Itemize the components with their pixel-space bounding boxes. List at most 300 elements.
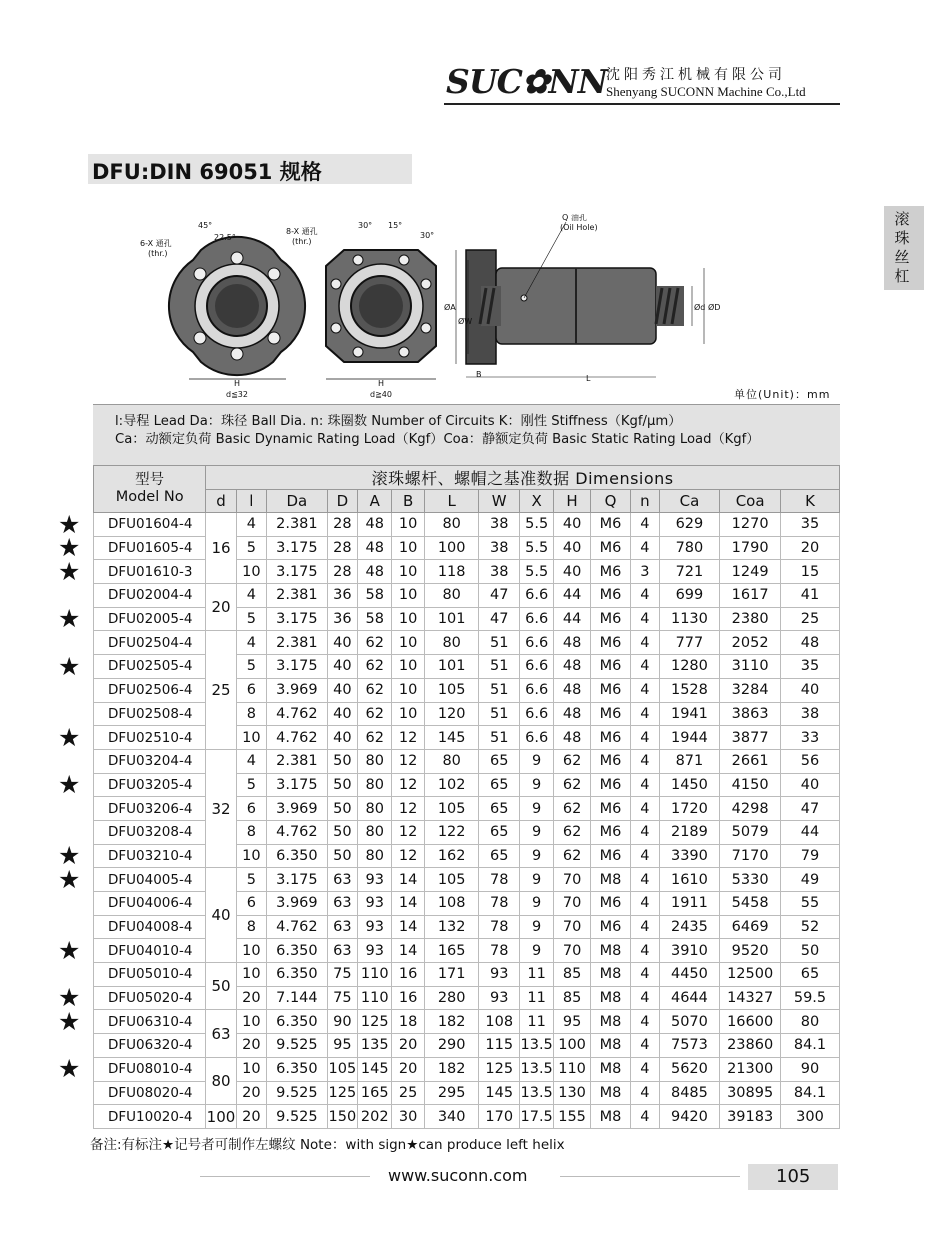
cell-d: 40 <box>327 702 357 726</box>
cell-d: 90 <box>327 1010 357 1034</box>
cell-l: 165 <box>424 939 479 963</box>
cell-da: 3.175 <box>267 607 328 631</box>
col-header-w: W <box>479 490 519 513</box>
cell-da: 9.525 <box>267 1034 328 1058</box>
cell-h: 155 <box>554 1105 590 1129</box>
cell-h: 62 <box>554 797 590 821</box>
cell-h: 70 <box>554 868 590 892</box>
cell-l: 118 <box>424 560 479 584</box>
model-cell: DFU04006-4 <box>94 892 206 916</box>
cell-h: 48 <box>554 702 590 726</box>
cell-l: 162 <box>424 844 479 868</box>
cell-coa: 7170 <box>720 844 781 868</box>
table-row <box>94 820 840 844</box>
cell-a: 125 <box>358 1010 392 1034</box>
cell-coa: 1617 <box>720 584 781 608</box>
label-thr: (thr.) <box>148 249 168 258</box>
model-cell: DFU06320-4 <box>94 1034 206 1058</box>
cell-l: 100 <box>424 536 479 560</box>
table-row <box>94 1057 840 1081</box>
col-header-a: A <box>358 490 392 513</box>
cell-ca: 3910 <box>659 939 720 963</box>
cell-w: 115 <box>479 1034 519 1058</box>
model-cell: DFU01610-3 <box>94 560 206 584</box>
cell-a: 62 <box>358 655 392 679</box>
col-header-d: d <box>206 490 236 513</box>
cell-l: 182 <box>424 1057 479 1081</box>
cell-q: M6 <box>590 915 630 939</box>
cell-n: 4 <box>631 513 659 537</box>
cell-n: 4 <box>631 655 659 679</box>
table-row <box>94 868 840 892</box>
cell-a: 93 <box>358 868 392 892</box>
cell-q: M6 <box>590 631 630 655</box>
cell-da: 2.381 <box>267 631 328 655</box>
cell-ca: 1610 <box>659 868 720 892</box>
table-row <box>94 892 840 916</box>
ball-nut-side-view <box>444 214 720 383</box>
cell-h: 48 <box>554 655 590 679</box>
cell-ca: 5620 <box>659 1057 720 1081</box>
cell-n: 4 <box>631 1105 659 1129</box>
cell-x: 9 <box>519 773 553 797</box>
cell-coa: 2052 <box>720 631 781 655</box>
cell-da: 3.175 <box>267 655 328 679</box>
table-row <box>94 560 840 584</box>
cell-l: 182 <box>424 1010 479 1034</box>
cell-q: M8 <box>590 986 630 1010</box>
table-row <box>94 773 840 797</box>
left-helix-star-icon: ★ <box>58 651 81 681</box>
cell-x: 13.5 <box>519 1034 553 1058</box>
cell-w: 38 <box>479 513 519 537</box>
cell-d: 28 <box>327 536 357 560</box>
cell-ca: 629 <box>659 513 720 537</box>
model-cell: DFU02505-4 <box>94 655 206 679</box>
label-l: L <box>586 374 591 383</box>
cell-l: 101 <box>424 607 479 631</box>
cell-b: 12 <box>392 749 424 773</box>
cell-ca: 4450 <box>659 963 720 987</box>
cell-l: 102 <box>424 773 479 797</box>
label-thr: (thr.) <box>292 237 312 246</box>
cell-n: 4 <box>631 1057 659 1081</box>
cell-q: M6 <box>590 655 630 679</box>
cell-n: 4 <box>631 820 659 844</box>
cell-x: 6.6 <box>519 655 553 679</box>
label-b: B <box>476 370 482 379</box>
cell-b: 14 <box>392 892 424 916</box>
label-angle-15: 15° <box>388 221 403 230</box>
col-header-k: K <box>780 490 839 513</box>
cell-x: 6.6 <box>519 607 553 631</box>
cell-k: 84.1 <box>780 1034 839 1058</box>
cell-d: 28 <box>327 560 357 584</box>
cell-l: 295 <box>424 1081 479 1105</box>
cell-da: 6.350 <box>267 963 328 987</box>
cell-a: 165 <box>358 1081 392 1105</box>
cell-l: 132 <box>424 915 479 939</box>
cell-da: 9.525 <box>267 1105 328 1129</box>
cell-q: M8 <box>590 1010 630 1034</box>
flange-view-8-hole <box>286 221 436 399</box>
label-h: H <box>234 379 241 388</box>
table-row <box>94 631 840 655</box>
cell-w: 125 <box>479 1057 519 1081</box>
cell-w: 78 <box>479 868 519 892</box>
cell-x: 9 <box>519 939 553 963</box>
cell-x: 11 <box>519 986 553 1010</box>
cell-d: 50 <box>327 820 357 844</box>
cell-n: 4 <box>631 915 659 939</box>
model-cell: DFU05020-4 <box>94 986 206 1010</box>
label-D: ØD <box>708 303 721 312</box>
cell-w: 78 <box>479 939 519 963</box>
cell-k: 90 <box>780 1057 839 1081</box>
cell-n: 4 <box>631 1034 659 1058</box>
cell-da: 3.175 <box>267 560 328 584</box>
left-helix-star-icon: ★ <box>58 533 81 563</box>
cell-w: 78 <box>479 892 519 916</box>
cell-da: 6.350 <box>267 939 328 963</box>
table-row <box>94 1034 840 1058</box>
cell-n: 4 <box>631 678 659 702</box>
cell-ca: 1528 <box>659 678 720 702</box>
model-cell: DFU03208-4 <box>94 820 206 844</box>
cell-ca: 2189 <box>659 820 720 844</box>
table-row <box>94 749 840 773</box>
cell-coa: 4150 <box>720 773 781 797</box>
cell-ca: 1130 <box>659 607 720 631</box>
cell-coa: 16600 <box>720 1010 781 1034</box>
cell-k: 79 <box>780 844 839 868</box>
cell-l: 5 <box>236 655 266 679</box>
cell-k: 48 <box>780 631 839 655</box>
cell-a: 80 <box>358 820 392 844</box>
page-title: DFU:DIN 69051 规格 <box>92 160 322 184</box>
cell-n: 4 <box>631 607 659 631</box>
cell-h: 70 <box>554 915 590 939</box>
cell-n: 4 <box>631 986 659 1010</box>
table-row <box>94 536 840 560</box>
cell-w: 51 <box>479 678 519 702</box>
cell-h: 95 <box>554 1010 590 1034</box>
cell-w: 51 <box>479 655 519 679</box>
label-a: ØA <box>444 303 456 312</box>
cell-x: 11 <box>519 963 553 987</box>
cell-w: 65 <box>479 820 519 844</box>
cell-l: 20 <box>236 986 266 1010</box>
dimensions-header: 滚珠螺杆、螺帽之基准数据 Dimensions <box>206 466 840 490</box>
cell-d: 105 <box>327 1057 357 1081</box>
cell-k: 35 <box>780 655 839 679</box>
cell-k: 15 <box>780 560 839 584</box>
cell-a: 135 <box>358 1034 392 1058</box>
cell-w: 51 <box>479 702 519 726</box>
cell-a: 110 <box>358 963 392 987</box>
cell-coa: 14327 <box>720 986 781 1010</box>
cell-d: 75 <box>327 986 357 1010</box>
cell-x: 5.5 <box>519 560 553 584</box>
cell-a: 48 <box>358 536 392 560</box>
cell-d: 36 <box>327 607 357 631</box>
cell-q: M6 <box>590 726 630 750</box>
cell-b: 10 <box>392 513 424 537</box>
cell-b: 14 <box>392 939 424 963</box>
cell-ca: 1941 <box>659 702 720 726</box>
cell-h: 70 <box>554 939 590 963</box>
flange-view-6-hole <box>140 221 305 399</box>
cell-a: 62 <box>358 678 392 702</box>
shaft-diameter-cell: 16 <box>206 513 236 584</box>
cell-da: 4.762 <box>267 726 328 750</box>
model-cell: DFU03205-4 <box>94 773 206 797</box>
shaft-diameter-cell: 40 <box>206 868 236 963</box>
label-angle-45: 45° <box>198 221 213 230</box>
cell-d: 50 <box>327 749 357 773</box>
header-rule <box>444 103 840 105</box>
table-row <box>94 655 840 679</box>
cell-d: 63 <box>327 892 357 916</box>
cell-q: M8 <box>590 868 630 892</box>
label-angle-30b: 30° <box>420 231 435 240</box>
cell-b: 10 <box>392 560 424 584</box>
cell-w: 145 <box>479 1081 519 1105</box>
legend-line-2: Ca：动额定负荷 Basic Dynamic Rating Load（Kgf）Coa：静额定负荷 Basic Static Rating Load（Kgf） <box>115 432 760 447</box>
col-header-q: Q <box>590 490 630 513</box>
cell-x: 9 <box>519 844 553 868</box>
cell-h: 85 <box>554 986 590 1010</box>
cell-l: 145 <box>424 726 479 750</box>
cell-n: 4 <box>631 797 659 821</box>
cell-w: 78 <box>479 915 519 939</box>
cell-n: 4 <box>631 536 659 560</box>
cell-k: 40 <box>780 678 839 702</box>
cell-l: 80 <box>424 513 479 537</box>
cell-q: M6 <box>590 844 630 868</box>
cell-w: 38 <box>479 536 519 560</box>
cell-k: 41 <box>780 584 839 608</box>
cell-b: 16 <box>392 986 424 1010</box>
cell-l: 280 <box>424 986 479 1010</box>
cell-h: 62 <box>554 820 590 844</box>
cell-k: 25 <box>780 607 839 631</box>
cell-w: 170 <box>479 1105 519 1129</box>
company-name-cn: 沈阳秀江机械有限公司 <box>606 67 786 83</box>
cell-q: M8 <box>590 939 630 963</box>
cell-w: 65 <box>479 773 519 797</box>
cell-x: 13.5 <box>519 1081 553 1105</box>
website-link[interactable]: www.suconn.com <box>388 1166 528 1185</box>
cell-x: 6.6 <box>519 726 553 750</box>
cell-da: 6.350 <box>267 1057 328 1081</box>
cell-x: 6.6 <box>519 584 553 608</box>
cell-ca: 699 <box>659 584 720 608</box>
cell-b: 12 <box>392 797 424 821</box>
cell-b: 14 <box>392 915 424 939</box>
cell-coa: 3110 <box>720 655 781 679</box>
cell-coa: 9520 <box>720 939 781 963</box>
cell-w: 51 <box>479 726 519 750</box>
cell-coa: 30895 <box>720 1081 781 1105</box>
table-row <box>94 797 840 821</box>
cell-d: 40 <box>327 678 357 702</box>
cell-d: 75 <box>327 963 357 987</box>
model-cell: DFU02506-4 <box>94 678 206 702</box>
model-header-cn: 型号 <box>135 472 165 488</box>
cell-n: 4 <box>631 773 659 797</box>
model-cell: DFU03204-4 <box>94 749 206 773</box>
cell-l: 122 <box>424 820 479 844</box>
cell-n: 4 <box>631 726 659 750</box>
cell-k: 52 <box>780 915 839 939</box>
cell-q: M6 <box>590 560 630 584</box>
cell-k: 84.1 <box>780 1081 839 1105</box>
model-cell: DFU04008-4 <box>94 915 206 939</box>
cell-a: 80 <box>358 773 392 797</box>
cell-n: 4 <box>631 584 659 608</box>
cell-da: 2.381 <box>267 584 328 608</box>
cell-l: 171 <box>424 963 479 987</box>
cell-coa: 2661 <box>720 749 781 773</box>
company-name-en: Shenyang SUCONN Machine Co.,Ltd <box>606 84 806 99</box>
cell-b: 10 <box>392 536 424 560</box>
cell-h: 40 <box>554 536 590 560</box>
cell-k: 80 <box>780 1010 839 1034</box>
left-helix-star-icon: ★ <box>58 556 81 586</box>
shaft-diameter-cell: 32 <box>206 749 236 867</box>
model-cell: DFU04010-4 <box>94 939 206 963</box>
left-helix-star-icon: ★ <box>58 935 81 965</box>
cell-h: 62 <box>554 844 590 868</box>
shaft-diameter-cell: 63 <box>206 1010 236 1057</box>
side-tab-label: 滚珠丝杠 <box>894 210 910 285</box>
cell-da: 3.969 <box>267 678 328 702</box>
cell-w: 47 <box>479 607 519 631</box>
cell-coa: 3877 <box>720 726 781 750</box>
cell-l: 10 <box>236 963 266 987</box>
spec-table <box>93 465 840 1129</box>
cell-d: 50 <box>327 797 357 821</box>
cell-l: 105 <box>424 868 479 892</box>
cell-a: 145 <box>358 1057 392 1081</box>
cell-l: 80 <box>424 584 479 608</box>
cell-l: 105 <box>424 678 479 702</box>
cell-ca: 3390 <box>659 844 720 868</box>
cell-l: 10 <box>236 726 266 750</box>
cell-k: 56 <box>780 749 839 773</box>
cell-n: 4 <box>631 892 659 916</box>
cell-k: 47 <box>780 797 839 821</box>
left-helix-star-icon: ★ <box>58 509 81 539</box>
cell-l: 5 <box>236 536 266 560</box>
cell-b: 10 <box>392 655 424 679</box>
cell-w: 47 <box>479 584 519 608</box>
left-helix-star-icon: ★ <box>58 604 81 634</box>
model-cell: DFU02504-4 <box>94 631 206 655</box>
cell-q: M6 <box>590 607 630 631</box>
cell-l: 6 <box>236 892 266 916</box>
model-cell: DFU02508-4 <box>94 702 206 726</box>
cell-l: 8 <box>236 702 266 726</box>
cell-q: M6 <box>590 513 630 537</box>
cell-b: 10 <box>392 631 424 655</box>
table-row <box>94 702 840 726</box>
col-header-coa: Coa <box>720 490 781 513</box>
cell-a: 110 <box>358 986 392 1010</box>
shaft-diameter-cell: 25 <box>206 631 236 749</box>
cell-da: 2.381 <box>267 513 328 537</box>
table-legend <box>93 404 840 465</box>
cell-b: 10 <box>392 678 424 702</box>
cell-l: 108 <box>424 892 479 916</box>
cell-x: 5.5 <box>519 513 553 537</box>
cell-a: 202 <box>358 1105 392 1129</box>
table-row <box>94 726 840 750</box>
cell-h: 44 <box>554 584 590 608</box>
col-header-n: n <box>631 490 659 513</box>
cell-b: 10 <box>392 584 424 608</box>
cell-da: 3.175 <box>267 773 328 797</box>
cell-k: 35 <box>780 513 839 537</box>
cell-d: 40 <box>327 655 357 679</box>
cell-k: 33 <box>780 726 839 750</box>
cell-n: 4 <box>631 631 659 655</box>
cell-da: 9.525 <box>267 1081 328 1105</box>
cell-d: 63 <box>327 915 357 939</box>
cell-l: 80 <box>424 631 479 655</box>
cell-n: 4 <box>631 1010 659 1034</box>
cell-b: 10 <box>392 702 424 726</box>
label-cond: d≦32 <box>226 390 248 399</box>
cell-q: M8 <box>590 1105 630 1129</box>
cell-a: 58 <box>358 607 392 631</box>
cell-da: 6.350 <box>267 1010 328 1034</box>
cell-h: 62 <box>554 749 590 773</box>
model-cell: DFU05010-4 <box>94 963 206 987</box>
cell-l: 10 <box>236 560 266 584</box>
left-helix-star-icon: ★ <box>58 1054 81 1084</box>
cell-k: 300 <box>780 1105 839 1129</box>
cell-x: 9 <box>519 892 553 916</box>
cell-q: M6 <box>590 678 630 702</box>
cell-coa: 5458 <box>720 892 781 916</box>
cell-b: 16 <box>392 963 424 987</box>
company-logo: SUC✿NN <box>446 62 607 101</box>
cell-x: 9 <box>519 749 553 773</box>
cell-k: 40 <box>780 773 839 797</box>
table-row <box>94 584 840 608</box>
cell-q: M8 <box>590 1081 630 1105</box>
cell-da: 4.762 <box>267 915 328 939</box>
cell-l: 6 <box>236 797 266 821</box>
cell-n: 4 <box>631 749 659 773</box>
cell-n: 4 <box>631 939 659 963</box>
cell-d: 95 <box>327 1034 357 1058</box>
cell-q: M6 <box>590 749 630 773</box>
cell-d: 125 <box>327 1081 357 1105</box>
cell-l: 120 <box>424 702 479 726</box>
cell-n: 4 <box>631 844 659 868</box>
left-helix-star-icon: ★ <box>58 722 81 752</box>
cell-x: 9 <box>519 797 553 821</box>
table-row <box>94 513 840 537</box>
model-cell: DFU02510-4 <box>94 726 206 750</box>
model-header <box>94 466 206 513</box>
cell-coa: 23860 <box>720 1034 781 1058</box>
cell-d: 40 <box>327 631 357 655</box>
cell-q: M6 <box>590 536 630 560</box>
